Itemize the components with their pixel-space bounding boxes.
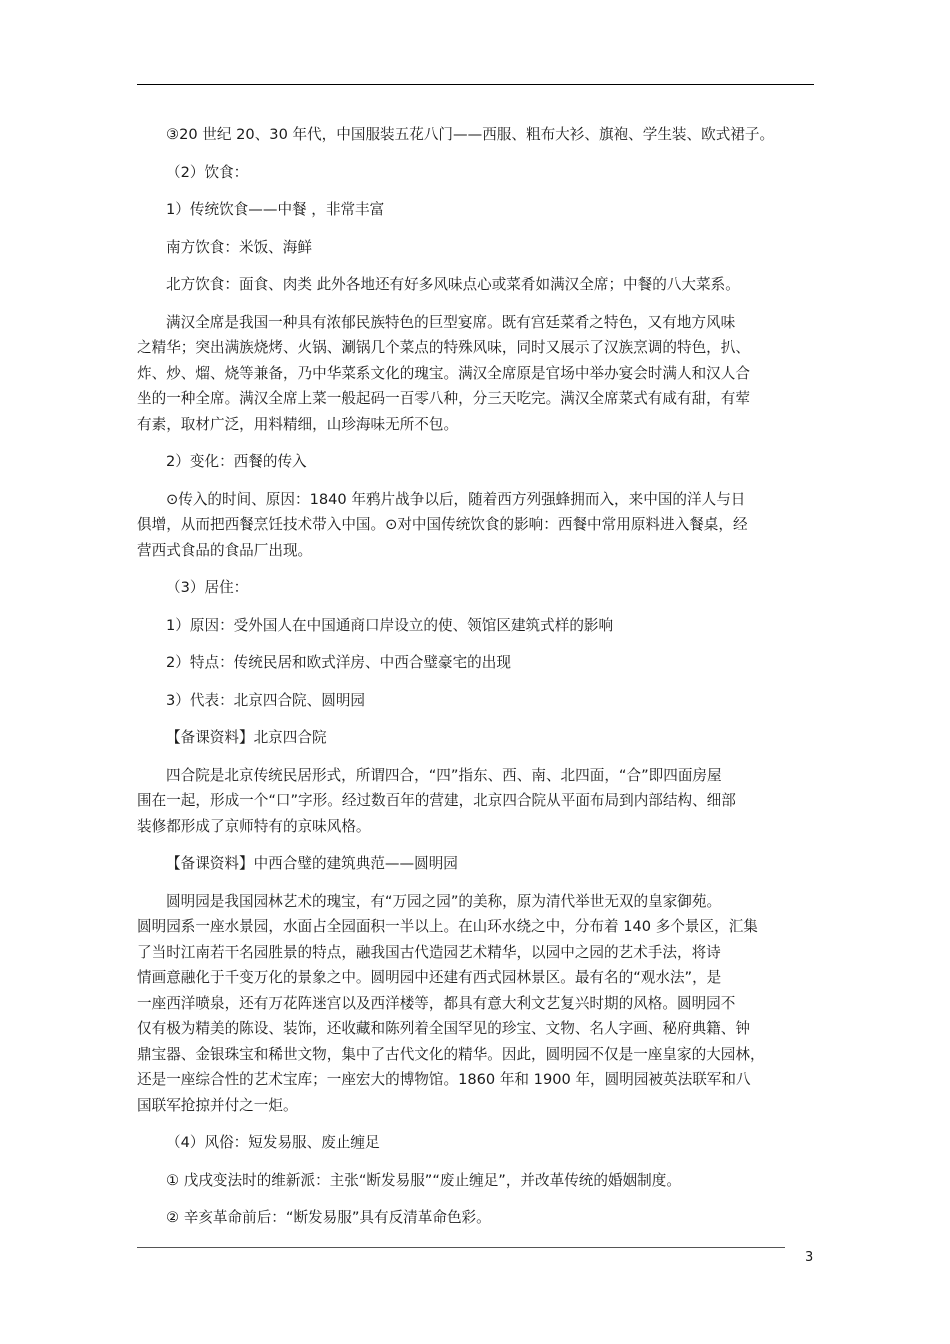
text-line: 鼎宝器、金银珠宝和稀世文物，集中了古代文化的精华。因此，圆明园不仅是一座皇家的大园林， <box>137 1045 765 1063</box>
page-number: 3 <box>805 1250 814 1265</box>
text-line: 有素，取材广泛，用料精细，山珍海味无所不包。 <box>137 415 459 433</box>
text-line: 情画意融化于千变万化的景象之中。圆明园中还建有西式园林景区。最有名的“观水法”，是 <box>137 969 722 986</box>
paragraph: 1）传统饮食——中餐 ，非常丰富 <box>166 201 385 218</box>
text-line: 了当时江南若干名园胜景的特点，融我国古代造园艺术精华，以园中之园的艺术手法，将诗 <box>137 943 721 961</box>
paragraph-western-food <box>137 487 814 564</box>
paragraph: 2）变化：西餐的传入 <box>166 453 307 470</box>
text-line: 圆明园是我国园林艺术的瑰宝，有“万园之园”的美称，原为清代举世无双的皇家御苑。 <box>166 892 722 910</box>
paragraph: 3）代表：北京四合院、圆明园 <box>166 691 366 709</box>
text-line: 俱增，从而把西餐烹饪技术带入中国。⊙对中国传统饮食的影响：西餐中常用原料进入餐桌，经 <box>137 516 748 533</box>
paragraph: 南方饮食：米饭、海鲜 <box>166 238 312 256</box>
section-heading: （2）饮食： <box>166 163 249 181</box>
material-heading: 【备课资料】北京四合院 <box>166 729 327 746</box>
footer-rule <box>137 1247 785 1248</box>
text-line: 炸、炒、熘、烧等兼备，乃中华菜系文化的瑰宝。满汉全席原是官场中举办宴会时满人和汉人合 <box>137 364 750 382</box>
paragraph: 北方饮食：面食、肉类 此外各地还有好多风味点心或菜肴如满汉全席；中餐的八大菜系。 <box>166 276 740 293</box>
paragraph: ① 戊戌变法时的维新派：主张“断发易服”“废止缠足”，并改革传统的婚姻制度。 <box>166 1171 681 1189</box>
section-heading: （3）居住： <box>166 579 249 596</box>
text-line: 四合院是北京传统民居形式，所谓四合，“四”指东、西、南、北四面，“合”即四面房屋 <box>166 766 722 784</box>
section-heading: （4）风俗：短发易服、废止缠足 <box>166 1134 380 1151</box>
header-rule <box>137 84 814 85</box>
paragraph-siheyuan <box>137 763 814 840</box>
text-line: 坐的一种全席。满汉全席上菜一般起码一百零八种，分三天吃完。满汉全席菜式有咸有甜，有荤 <box>137 390 750 407</box>
material-heading: 【备课资料】中西合璧的建筑典范——圆明园 <box>166 855 458 872</box>
text-line: 国联军抢掠并付之一炬。 <box>137 1096 298 1114</box>
text-line: ⊙传入的时间、原因：1840 年鸦片战争以后，随着西方列强蜂拥而入，来中国的洋人与日 <box>166 490 746 508</box>
text-line: 一座西洋喷泉，还有万花阵迷宫以及西洋楼等，都具有意大利文艺复兴时期的风格。圆明园不 <box>137 994 736 1012</box>
paragraph: 2）特点：传统民居和欧式洋房、中西合璧豪宅的出现 <box>166 654 511 671</box>
paragraph: 1）原因：受外国人在中国通商口岸设立的使、领馆区建筑式样的影响 <box>166 616 614 634</box>
text-line: 营西式食品的食品厂出现。 <box>137 541 313 559</box>
text-line: 还是一座综合性的艺术宝库；一座宏大的博物馆。1860 年和 1900 年，圆明园被英法联军和八 <box>137 1071 751 1088</box>
text-line: 仅有极为精美的陈设、装饰，还收藏和陈列着全国罕见的珍宝、文物、名人字画、秘府典籍、钟 <box>137 1020 750 1037</box>
text-line: 装修都形成了京师特有的京味风格。 <box>137 817 371 835</box>
paragraph: ② 辛亥革命前后：“断发易服”具有反清革命色彩。 <box>166 1209 491 1226</box>
text-line: 之精华；突出满族烧烤、火锅、涮锅几个菜点的特殊风味，同时又展示了汉族烹调的特色，扒、 <box>137 339 750 356</box>
document-body <box>137 122 814 1231</box>
paragraph-manhan-quanxi <box>137 310 814 438</box>
text-line: 满汉全席是我国一种具有浓郁民族特色的巨型宴席。既有宫廷菜肴之特色，又有地方风味 <box>166 313 736 331</box>
paragraph-yuanmingyuan <box>137 889 814 1119</box>
text-line: 圆明园系一座水景园，水面占全园面积一半以上。在山环水绕之中，分布着 140 多个景区，汇集 <box>137 918 758 935</box>
paragraph: ③20 世纪 20、30 年代，中国服装五花八门——西服、粗布大衫、旗袍、学生装、欧式裙子。 <box>166 126 775 143</box>
text-line: 围在一起，形成一个“口”字形。经过数百年的营建，北京四合院从平面布局到内部结构、细部 <box>137 792 736 809</box>
